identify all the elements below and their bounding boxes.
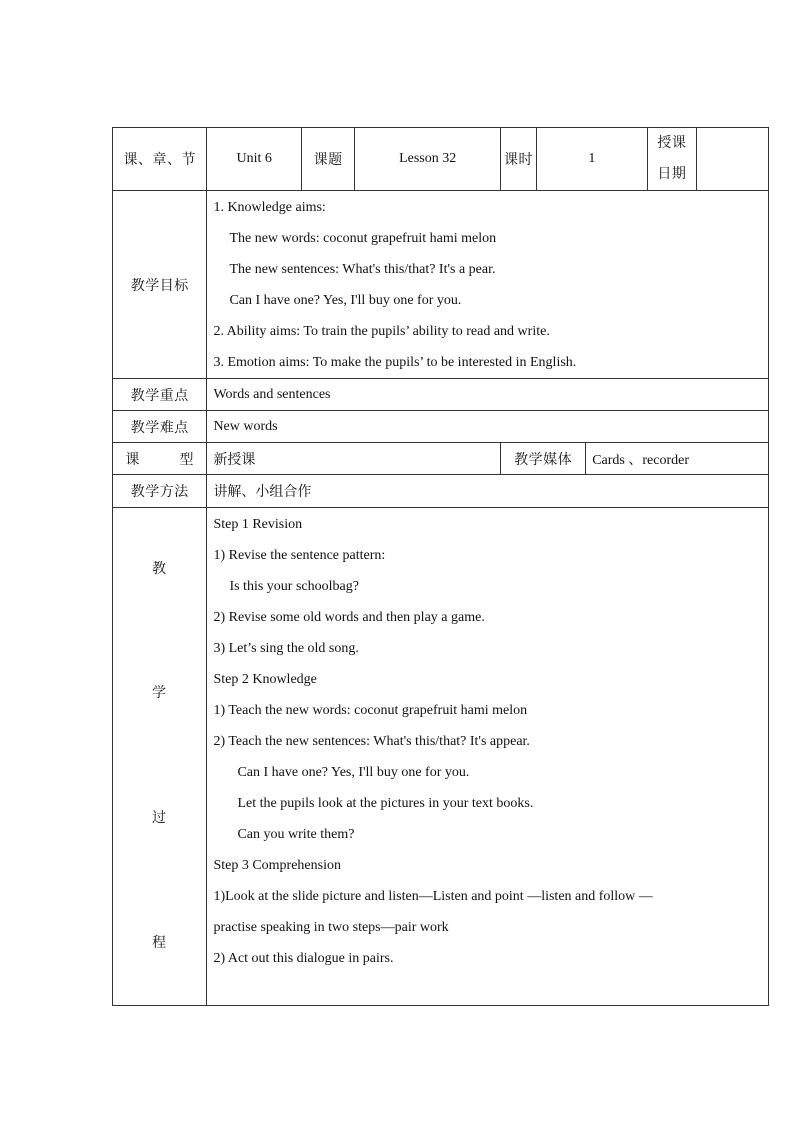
process-line: Step 1 Revision <box>213 517 303 532</box>
key-points-row <box>113 379 769 411</box>
date-label <box>647 128 696 191</box>
methods-value: 讲解、小组合作 <box>207 475 769 508</box>
process-line: Let the pupils look at the pictures in your text books. <box>237 796 534 811</box>
objectives-row <box>113 191 769 379</box>
objective-line: 2. Ability aims: To train the pupils’ ability to read and write. <box>213 323 550 339</box>
objective-line: Can I have one? Yes, I'll buy one for you. <box>229 292 462 308</box>
unit-label: 课、章、节 <box>113 128 207 191</box>
process-line: 2) Revise some old words and then play a game. <box>213 610 485 625</box>
objective-line: The new sentences: What's this/that? It's a pear. <box>229 261 496 277</box>
objective-line: 3. Emotion aims: To make the pupils’ to be interested in English. <box>213 354 577 370</box>
difficulties-label: 教学难点 <box>113 411 207 443</box>
process-line: Can you write them? <box>237 827 355 842</box>
objective-line: 1. Knowledge aims: <box>213 199 326 215</box>
methods-row <box>113 475 769 508</box>
key-points-label: 教学重点 <box>113 379 207 411</box>
process-content <box>207 508 769 1006</box>
objectives-content <box>207 191 769 379</box>
objective-line: The new words: coconut grapefruit hami melon <box>229 230 497 246</box>
media-label: 教学媒体 <box>501 443 586 475</box>
process-line: 2) Act out this dialogue in pairs. <box>213 951 394 966</box>
process-line: 3) Let’s sing the old song. <box>213 641 359 656</box>
lesson-plan-table <box>112 127 769 1006</box>
process-label-char: 程 <box>152 935 166 951</box>
process-label <box>113 508 207 1006</box>
process-line: 1) Revise the sentence pattern: <box>213 548 386 563</box>
date-value <box>697 128 769 191</box>
process-line: Step 3 Comprehension <box>213 858 341 873</box>
process-line: 1) Teach the new words: coconut grapefruit hami melon <box>213 703 528 718</box>
methods-label: 教学方法 <box>113 475 207 508</box>
process-line: Step 2 Knowledge <box>213 672 317 687</box>
periods-label: 课时 <box>501 128 537 191</box>
header-row <box>113 128 769 191</box>
process-row <box>113 508 769 1006</box>
date-label-line-1: 授课 <box>657 135 687 151</box>
process-line: Is this your schoolbag? <box>229 579 359 594</box>
difficulties-value: New words <box>207 411 769 443</box>
unit-value: Unit 6 <box>207 128 301 191</box>
topic-value: Lesson 32 <box>355 128 501 191</box>
process-label-char: 学 <box>152 685 166 701</box>
difficulties-row <box>113 411 769 443</box>
process-label-char: 教 <box>152 561 166 577</box>
lesson-type-label: 课 型 <box>113 443 207 475</box>
periods-value: 1 <box>536 128 647 191</box>
objectives-label: 教学目标 <box>113 191 207 379</box>
media-value: Cards 、recorder <box>586 443 769 475</box>
process-line: 1)Look at the slide picture and listen—Listen and point —listen and follow — <box>213 889 653 904</box>
process-line: Can I have one? Yes, I'll buy one for you. <box>237 765 470 780</box>
lesson-type-row <box>113 443 769 475</box>
process-line: 2) Teach the new sentences: What's this/that? It's appear. <box>213 734 530 749</box>
lesson-type-value: 新授课 <box>207 443 501 475</box>
process-label-char: 过 <box>152 810 166 826</box>
process-line: practise speaking in two steps—pair work <box>213 920 449 935</box>
key-points-value: Words and sentences <box>207 379 769 411</box>
date-label-line-2: 日期 <box>657 166 687 182</box>
topic-label: 课题 <box>301 128 354 191</box>
